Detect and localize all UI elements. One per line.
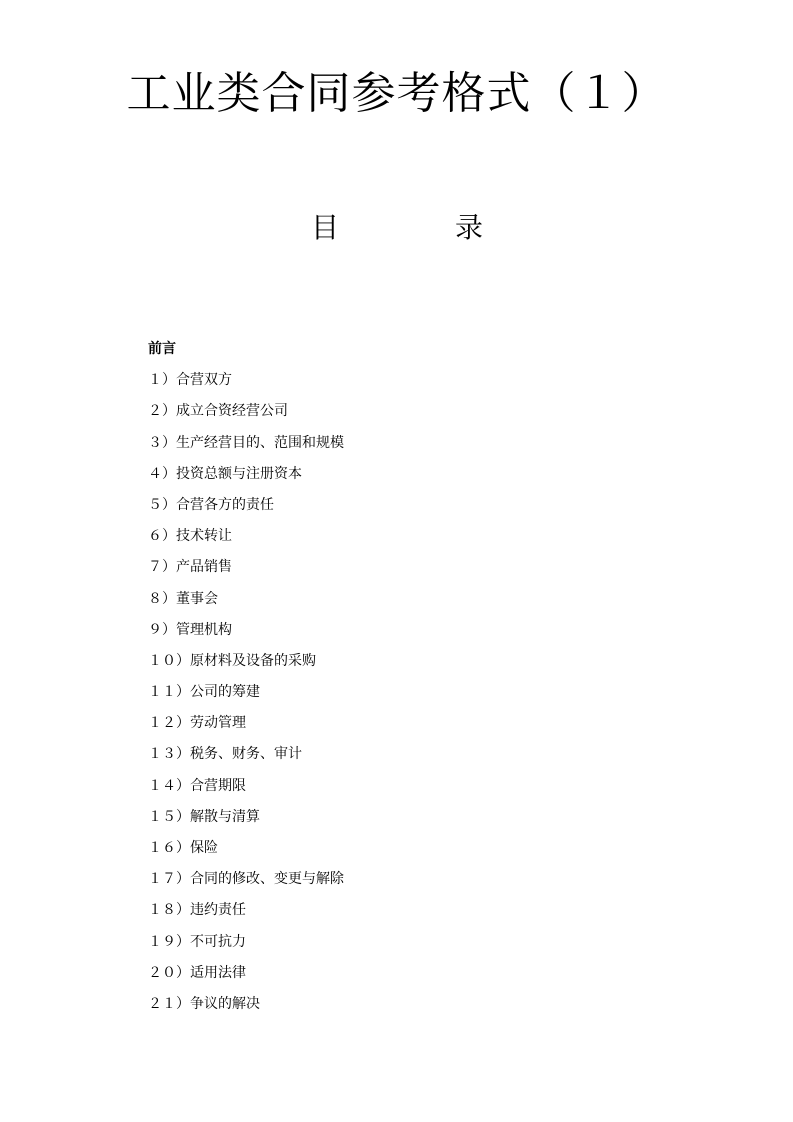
toc-item-6: ６）技术转让	[148, 528, 232, 545]
toc-item-4: ４）投资总额与注册资本	[148, 465, 302, 482]
toc-item-preface: 前言	[148, 341, 176, 357]
toc-item-18: １８）违约责任	[148, 902, 246, 919]
toc-item-14: １４）合营期限	[148, 777, 246, 794]
document-title: 工业类合同参考格式（１）	[126, 68, 667, 119]
toc-item-21: ２１）争议的解决	[148, 995, 260, 1012]
toc-item-13: １３）税务、财务、审计	[148, 746, 302, 763]
toc-heading-char-2: 录	[455, 211, 484, 244]
toc-item-5: ５）合营各方的责任	[148, 496, 274, 513]
toc-item-9: ９）管理机构	[148, 621, 232, 638]
toc-item-2: ２）成立合资经营公司	[148, 403, 288, 420]
toc-item-7: ７）产品销售	[148, 559, 232, 576]
toc-heading-char-1: 目	[311, 211, 340, 244]
toc-item-8: ８）董事会	[148, 590, 218, 607]
toc-item-20: ２０）适用法律	[148, 964, 246, 981]
toc-item-15: １５）解散与清算	[148, 808, 260, 825]
toc-item-11: １１）公司的筹建	[148, 684, 260, 701]
toc-item-3: ３）生产经营目的、范围和规模	[148, 434, 344, 451]
toc-list	[148, 337, 344, 1023]
toc-item-16: １６）保险	[148, 840, 218, 856]
toc-item-12: １２）劳动管理	[148, 715, 246, 732]
toc-heading	[0, 208, 793, 248]
toc-item-1: １）合营双方	[148, 372, 232, 389]
toc-item-17: １７）合同的修改、变更与解除	[148, 871, 344, 888]
toc-item-10: １０）原材料及设备的采购	[148, 652, 316, 669]
toc-item-19: １９）不可抗力	[148, 933, 246, 950]
